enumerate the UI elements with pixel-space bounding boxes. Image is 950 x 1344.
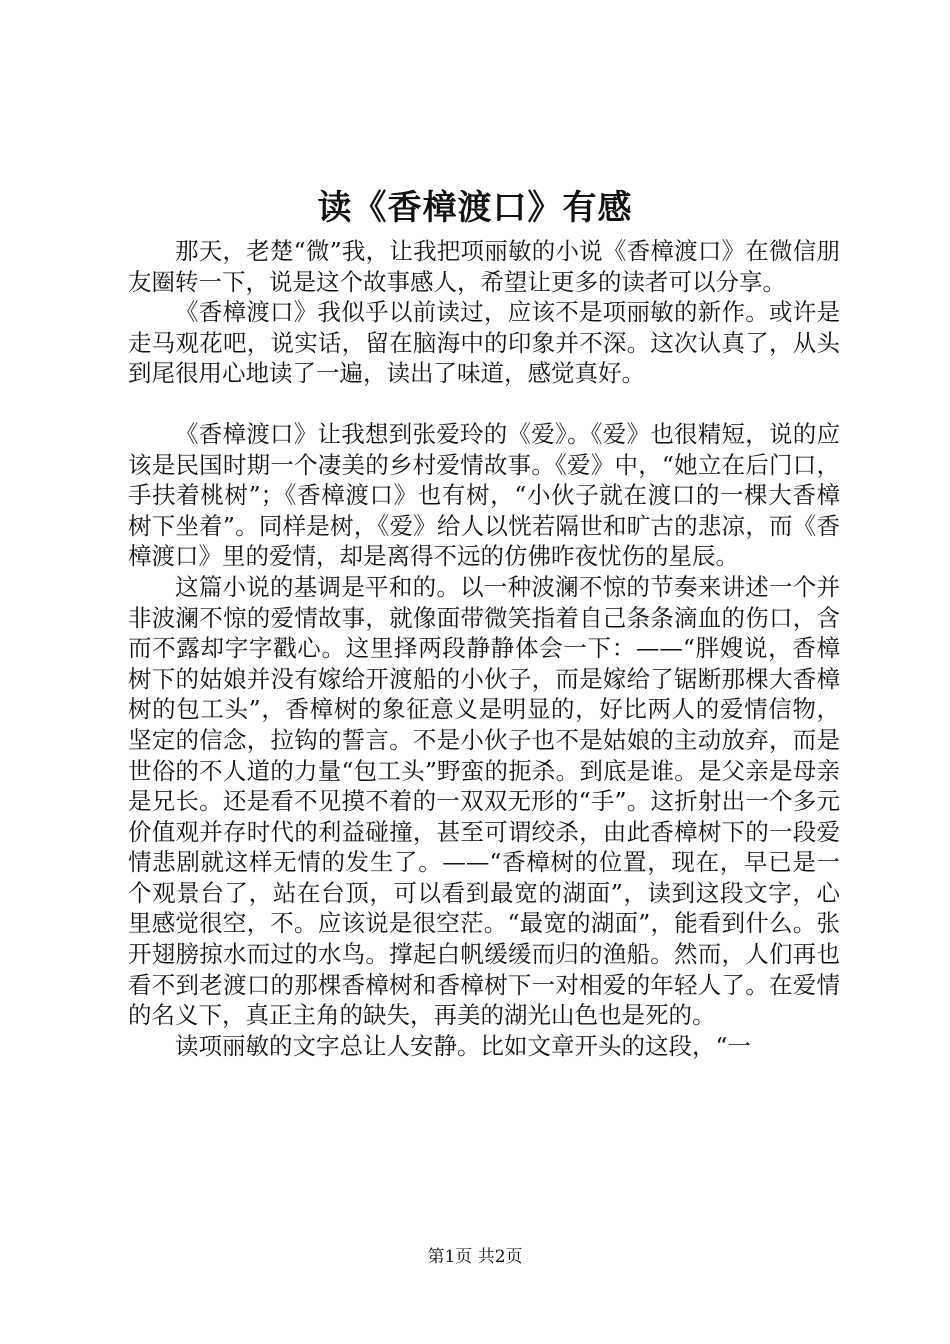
document-body	[128, 236, 840, 1061]
paragraph-1: 那天，老楚“微”我，让我把项丽敏的小说《香樟渡口》在微信朋友圈转一下，说是这个故事感人，希望让更多的读者可以分享。	[128, 237, 840, 296]
document-title: 读《香樟渡口》有感	[317, 188, 633, 228]
paragraph-3: 《香樟渡口》让我想到张爱玲的《爱》。《爱》也很精短，说的应该是民国时期一个凄美的乡村爱情故事。《爱》中，“她立在后门口，手扶着桃树”；《香樟渡口》也有树，“小伙子就在渡口的一棵大香樟树下坐着”。同样是树，《爱》给人以恍若隔世和旷古的悲凉，而《香樟渡口》里的爱情，却是离得不远的仿佛昨夜忧伤的星辰。	[128, 419, 840, 571]
paragraph-2: 《香樟渡口》我似乎以前读过，应该不是项丽敏的新作。或许是走马观花吧，说实话，留在脑海中的印象并不深。这次认真了，从头到尾很用心地读了一遍，读出了味道，感觉真好。	[128, 298, 840, 388]
page-footer: 第1页 共2页	[427, 1247, 523, 1267]
paragraph-5: 读项丽敏的文字总让人安静。比如文章开头的这段，“一	[175, 1031, 752, 1060]
paragraph-4: 这篇小说的基调是平和的。以一种波澜不惊的节奏来讲述一个并非波澜不惊的爱情故事，就像面带微笑指着自己条条滴血的伤口，含而不露却字字戳心。这里择两段静静体会一下：——“胖嫂说，香樟树下的姑娘并没有嫁给开渡船的小伙子，而是嫁给了锯断那棵大香樟树的包工头”，香樟树的象征意义是明显的，好比两人的爱情信物，坚定的信念，拉钩的誓言。不是小伙子也不是姑娘的主动放弃，而是世俗的不人道的力量“包工头”野蛮的扼杀。到底是谁。是父亲是母亲是兄长。还是看不见摸不着的一双双无形的“手”。这折射出一个多元价值观并存时代的利益碰撞，甚至可谓绞杀，由此香樟树下的一段爱情悲剧就这样无情的发生了。——“香樟树的位置，现在，早已是一个观景台了，站在台顶，可以看到最宽的湖面”，读到这段文字，心里感觉很空，不。应该说是很空茫。“最宽的湖面”，能看到什么。张开翅膀掠水而过的水鸟。撑起白帆缓缓而归的渔船。然而，人们再也看不到老渡口的那棵香樟树和香樟树下一对相爱的年轻人了。在爱情的名义下，真正主角的缺失，再美的湖光山色也是死的。	[128, 572, 840, 1030]
